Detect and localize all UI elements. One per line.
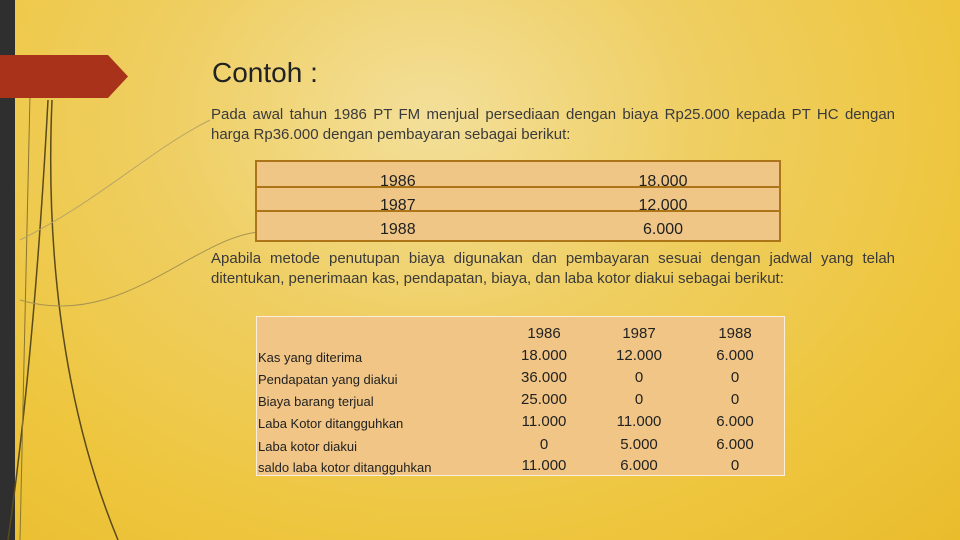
- payment-amount: 18.000: [638, 173, 688, 190]
- table-cell: 18.000: [521, 347, 567, 364]
- table-cell: 11.000: [616, 413, 662, 430]
- table-cell: 6.000: [620, 457, 658, 474]
- table-cell: 5.000: [620, 436, 658, 453]
- table-cell: 6.000: [716, 347, 754, 364]
- table-cell: 25.000: [521, 391, 567, 408]
- payment-year: 1987: [380, 197, 416, 214]
- column-header-year: 1988: [718, 325, 752, 342]
- table-cell: 36.000: [521, 369, 567, 386]
- row-label: Pendapatan yang diakui: [258, 372, 398, 387]
- table-cell: 12.000: [616, 347, 662, 364]
- table-cell: 0: [730, 457, 740, 474]
- row-label: Biaya barang terjual: [258, 394, 374, 409]
- payment-amount: 6.000: [642, 221, 684, 238]
- row-label: Laba Kotor ditangguhkan: [258, 416, 404, 431]
- row-label: Laba kotor diakui: [258, 439, 358, 454]
- table-cell: 0: [634, 391, 644, 408]
- row-label: Kas yang diterima: [258, 350, 363, 365]
- column-header-year: 1986: [527, 325, 561, 342]
- table-cell: 0: [634, 369, 644, 386]
- explanation-paragraph: Apabila metode penutupan biaya digunakan dan pembayaran sesuai dengan jadwal yang telah ditentukan, penerimaan kas, pendapatan, biaya, dan laba kotor diakui sebagai berikut:: [211, 250, 895, 287]
- intro-paragraph: Pada awal tahun 1986 PT FM menjual persediaan dengan biaya Rp25.000 kepada PT HC dengan harga Rp36.000 dengan pembayaran sebagai berikut:: [211, 106, 895, 143]
- table-cell: 0: [539, 436, 549, 453]
- payment-year: 1986: [380, 173, 416, 190]
- table-cell: 0: [730, 391, 740, 408]
- table-cell: 6.000: [716, 436, 754, 453]
- table-cell: 11.000: [521, 457, 567, 474]
- title-accent-tab: [0, 55, 128, 98]
- table-cell: 0: [730, 369, 740, 386]
- slide-title: Contoh :: [212, 57, 318, 88]
- payment-amount: 12.000: [638, 197, 688, 214]
- row-label: saldo laba kotor ditangguhkan: [258, 460, 432, 475]
- table-cell: 11.000: [521, 413, 567, 430]
- table-cell: 6.000: [716, 413, 754, 430]
- column-header-year: 1987: [622, 325, 656, 342]
- payment-year: 1988: [380, 221, 416, 238]
